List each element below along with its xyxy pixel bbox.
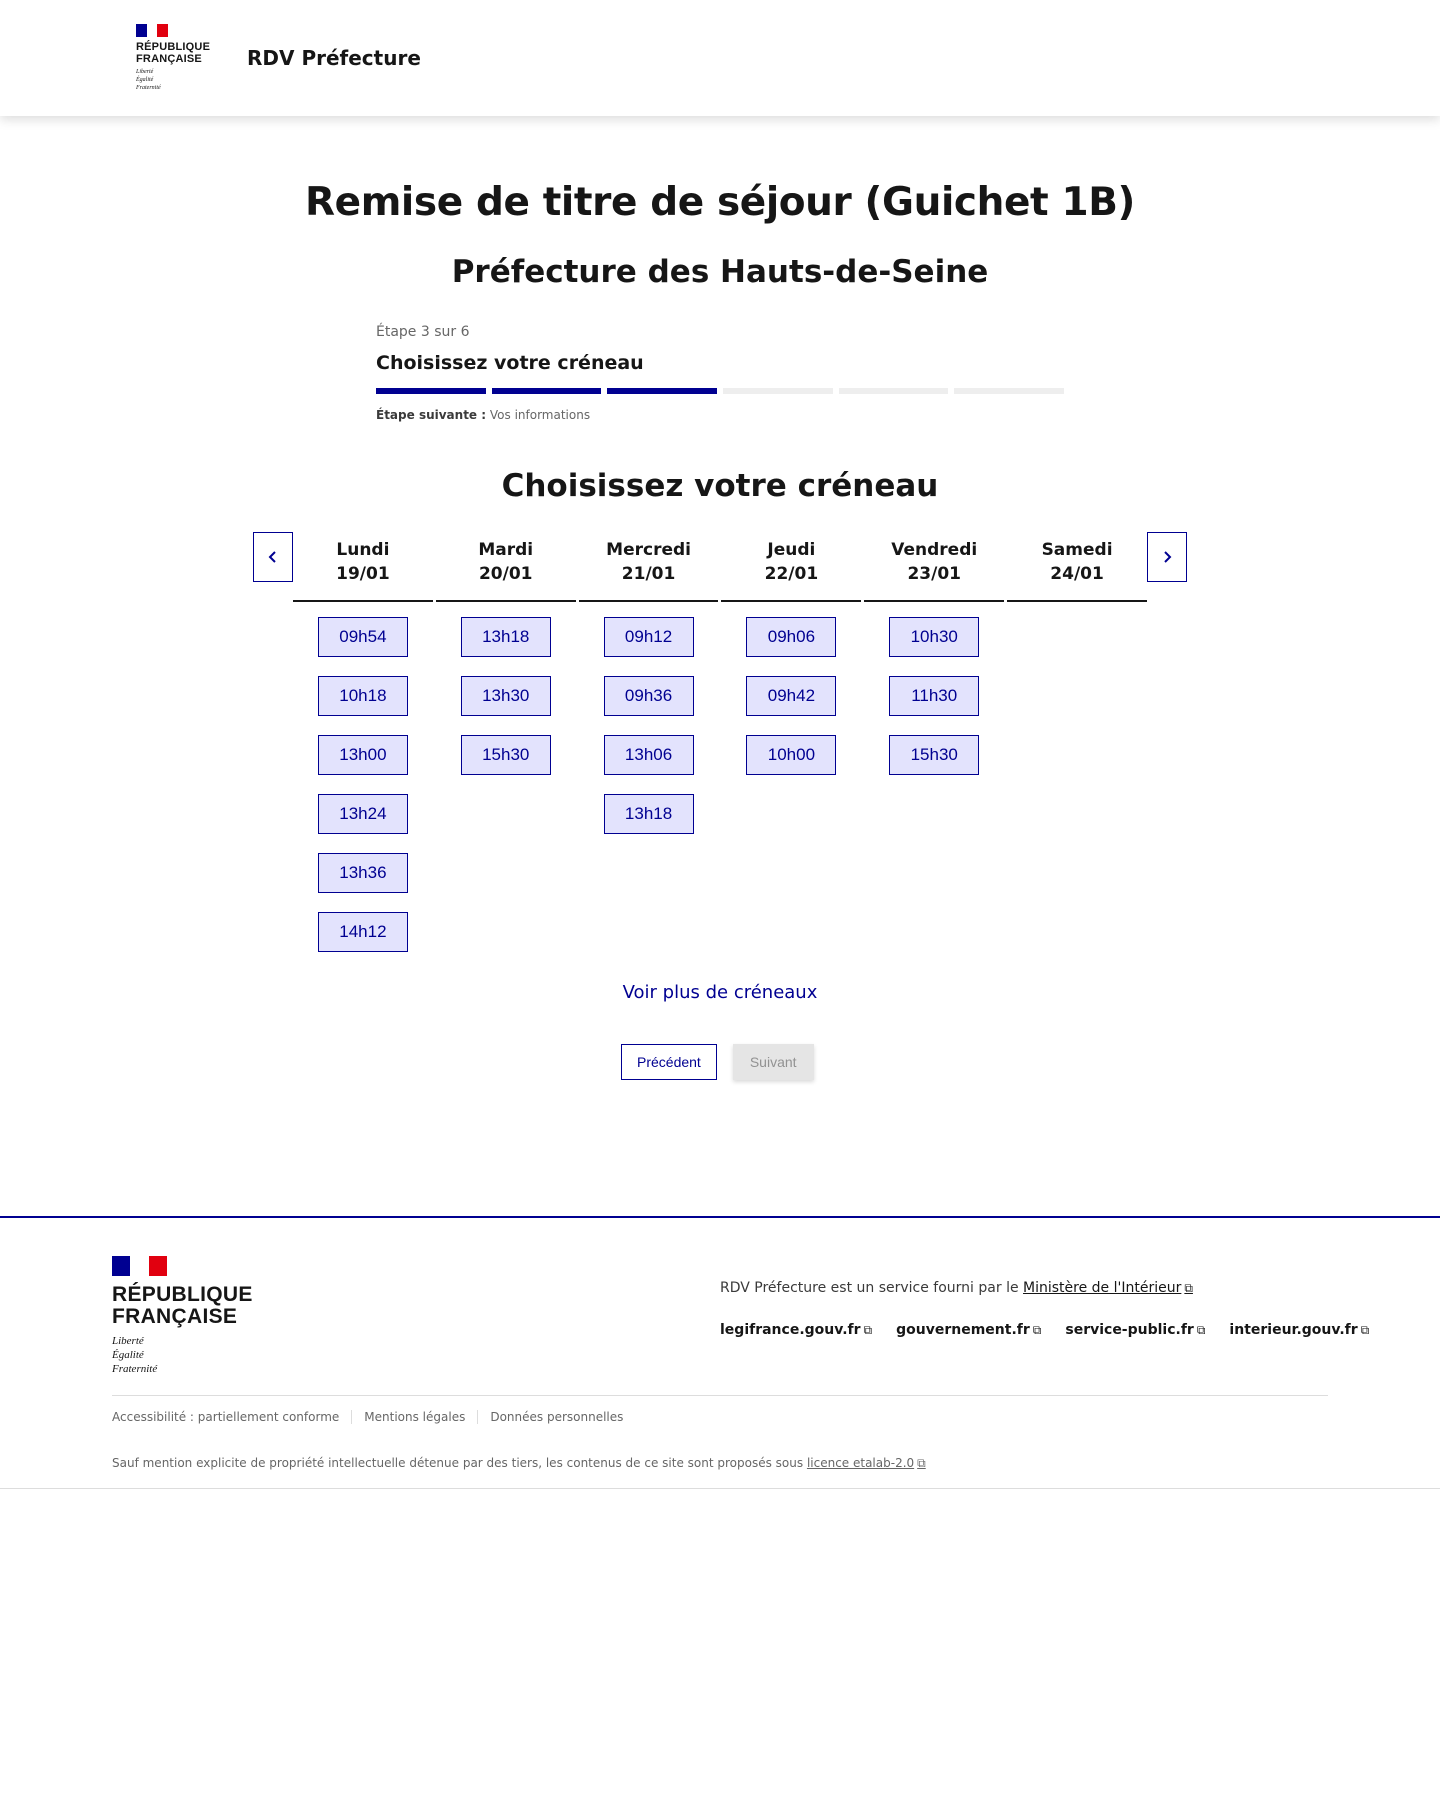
footer-link-label: gouvernement.fr [896,1322,1030,1338]
site-footer [0,1216,1440,1488]
day-column [579,532,719,952]
republique-francaise-logo[interactable] [136,24,216,92]
time-slot-button[interactable]: 09h42 [746,676,836,716]
previous-week-button[interactable] [253,532,293,582]
page-subtitle: Préfecture des Hauts-de-Seine [451,254,989,290]
step-state: Étape 3 sur 6 [376,324,470,340]
time-slot-button[interactable]: 13h06 [604,735,694,775]
slots-title: Choisissez votre créneau [501,468,939,504]
chevron-left-icon [267,550,279,564]
day-header [864,532,1004,602]
stepper [376,324,1064,422]
day-name: Mercredi [606,540,691,560]
day-date: 22/01 [764,564,819,584]
service-title[interactable]: RDV Préfecture [247,46,421,70]
page-end-separator [0,1488,1440,1489]
republique-francaise-label: RÉPUBLIQUE FRANÇAISE [136,41,211,65]
time-slot-button[interactable]: 11h30 [889,676,979,716]
day-header [721,532,861,602]
day-name: Lundi [336,540,390,560]
slot-list [1007,602,1147,617]
day-column [1007,532,1147,952]
motto-egalite: Égalité [136,77,154,83]
day-column [293,532,433,952]
external-link-icon: ⧉ [917,1456,926,1470]
time-slot-button[interactable]: 13h18 [461,617,551,657]
day-name: Samedi [1041,540,1113,560]
day-date: 23/01 [907,564,961,584]
footer-separator [112,1395,1328,1396]
time-slot-button[interactable]: 09h54 [318,617,408,657]
day-column [436,532,576,952]
day-name: Vendredi [891,540,978,560]
day-header [579,532,719,602]
motto [136,68,216,92]
calendar-days [293,532,1147,952]
day-date: 20/01 [478,564,533,584]
footer-description [720,1280,1193,1296]
external-link-icon: ⧉ [1360,1323,1370,1337]
footer-links [720,1322,1369,1338]
next-button[interactable]: Suivant [733,1044,814,1080]
page-title: Remise de titre de séjour (Guichet 1B) [305,180,1135,225]
ministere-interieur-link[interactable] [1023,1280,1193,1296]
day-date: 21/01 [621,564,676,584]
time-slot-button[interactable]: 13h24 [318,794,408,834]
day-column [721,532,861,952]
time-slot-button[interactable]: 10h00 [746,735,836,775]
external-link-icon: ⧉ [1196,1323,1206,1337]
slot-list [721,602,861,775]
external-link-icon: ⧉ [1032,1323,1042,1337]
step-bar [954,388,1064,394]
step-next-value: Vos informations [489,408,591,422]
footer-motto-liberte: Liberté [112,1335,144,1347]
previous-button[interactable]: Précédent [621,1044,717,1080]
footer-bottom-link[interactable]: Données personnelles [477,1410,635,1424]
time-slot-button[interactable]: 13h00 [318,735,408,775]
step-bar [839,388,949,394]
time-slot-button[interactable]: 15h30 [461,735,551,775]
step-bar [607,388,717,394]
footer-republique-line-2: FRANÇAISE [112,1305,238,1328]
day-name: Mardi [478,540,534,560]
motto-fraternite: Fraternité [136,85,161,91]
footer-republique-label [112,1284,253,1328]
marianne-flag-icon [112,1256,167,1276]
footer-license-text: Sauf mention explicite de propriété intellectuelle détenue par des tiers, les contenus de ce site sont proposés sous [112,1456,804,1470]
external-link-icon: ⧉ [1184,1281,1193,1295]
slot-list [579,602,719,834]
form-actions [621,1044,814,1080]
next-week-button[interactable] [1147,532,1187,582]
time-slot-button[interactable]: 15h30 [889,735,979,775]
footer-motto-egalite: Égalité [112,1349,144,1361]
footer-republique-line-1: RÉPUBLIQUE [112,1283,253,1306]
day-header [436,532,576,602]
step-bar [723,388,833,394]
step-title: Choisissez votre créneau [376,352,644,374]
day-column [864,532,1004,952]
footer-license [112,1456,926,1471]
license-link[interactable] [807,1456,926,1470]
more-slots-link[interactable]: Voir plus de créneaux [622,982,818,1003]
time-slot-button[interactable]: 10h18 [318,676,408,716]
footer-link-label: service-public.fr [1065,1322,1194,1338]
day-date: 19/01 [336,564,390,584]
time-slot-button[interactable]: 09h36 [604,676,694,716]
footer-motto-fraternite: Fraternité [112,1363,158,1375]
external-link-icon: ⧉ [863,1323,873,1337]
footer-motto [112,1334,253,1376]
footer-republique-francaise-logo[interactable] [112,1256,253,1376]
time-slot-button[interactable]: 13h36 [318,853,408,893]
motto-liberte: Liberté [136,69,154,75]
slot-list [864,602,1004,775]
time-slot-button[interactable]: 13h18 [604,794,694,834]
time-slot-button[interactable]: 10h30 [889,617,979,657]
slot-list [293,602,433,952]
footer-link[interactable] [720,1322,872,1338]
footer-link[interactable] [1229,1322,1369,1338]
site-header [0,0,1440,116]
day-header [1007,532,1147,602]
step-next [376,408,1064,422]
chevron-right-icon [1161,550,1173,564]
footer-bottom-link[interactable]: Accessibilité : partiellement conforme [112,1410,340,1424]
footer-link[interactable] [896,1322,1041,1338]
day-date: 24/01 [1050,564,1104,584]
footer-description-text: RDV Préfecture est un service fourni par le [720,1280,1019,1296]
day-name: Jeudi [767,540,816,560]
license-link-label: licence etalab-2.0 [806,1456,915,1470]
time-slot-button[interactable]: 09h06 [746,617,836,657]
ministere-interieur-link-label: Ministère de l'Intérieur [1023,1280,1182,1296]
footer-bottom-link[interactable]: Mentions légales [351,1410,477,1424]
footer-link-label: legifrance.gouv.fr [720,1322,861,1338]
step-progress-bars [376,388,1064,394]
day-header [293,532,433,602]
step-next-label: Étape suivante : [376,408,487,422]
marianne-flag-icon [136,24,168,37]
footer-link[interactable] [1065,1322,1205,1338]
time-slot-button[interactable]: 09h12 [604,617,694,657]
slot-list [436,602,576,775]
footer-bottom-links [112,1410,635,1424]
step-bar [492,388,602,394]
time-slot-button[interactable]: 14h12 [318,912,408,952]
step-bar [376,388,486,394]
footer-link-label: interieur.gouv.fr [1229,1322,1358,1338]
time-slot-button[interactable]: 13h30 [461,676,551,716]
